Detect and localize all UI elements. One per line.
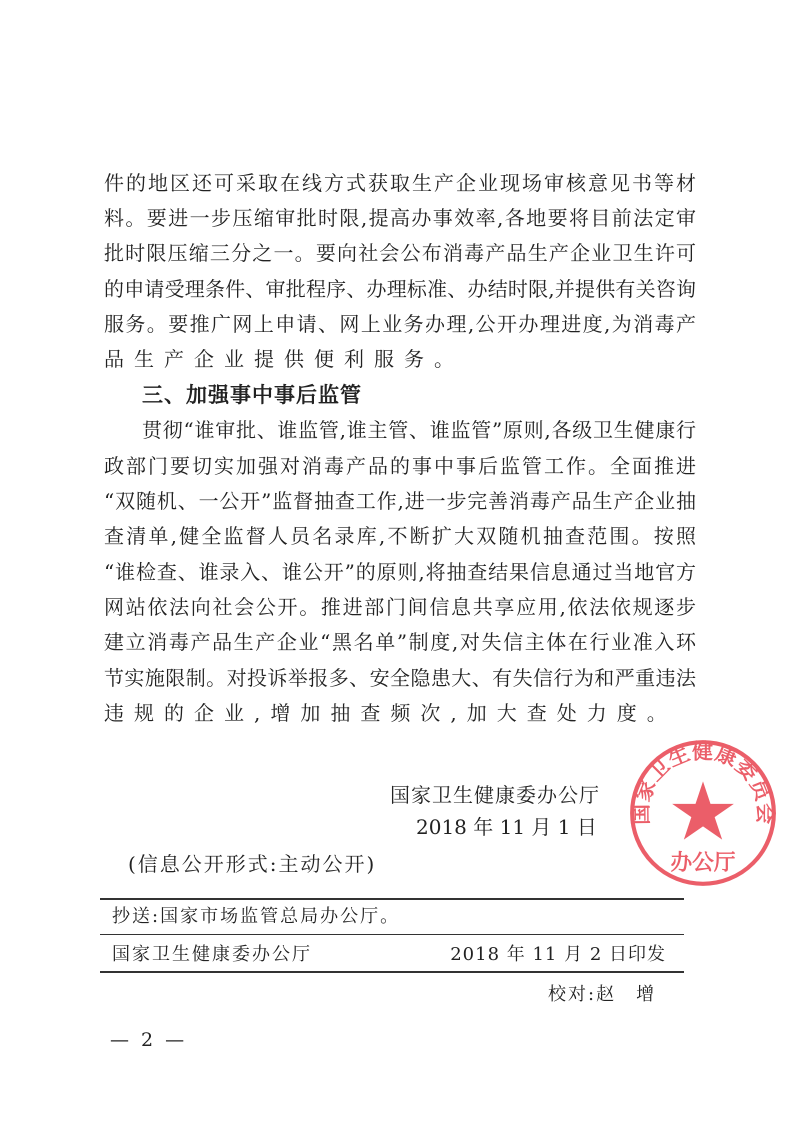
text-line: 查清单,健全监督人员名录库,不断扩大双随机抽查范围。按照: [104, 524, 696, 548]
cc-line: 抄送:国家市场监管总局办公厅。: [112, 906, 401, 927]
text-line: 品生产企业提供便利服务。: [104, 347, 464, 371]
text-line: 批时限压缩三分之一。要向社会公布消毒产品生产企业卫生许可: [104, 241, 696, 265]
text-line: 违规的企业,增加抽查频次,加大查处力度。: [104, 701, 677, 725]
text-line: 贯彻“谁审批、谁监管,谁主管、谁监管”原则,各级卫生健康行: [142, 418, 696, 442]
seal-outer-text: 国家卫生健康委员会: [628, 739, 778, 825]
text-line: 建立消毒产品生产企业“黑名单”制度,对失信主体在行业准入环: [104, 630, 696, 654]
text-line: 的申请受理条件、审批程序、办理标准、办结时限,并提供有关咨询: [104, 277, 696, 301]
proofreader: 校对:赵 增: [548, 984, 657, 1005]
text-line: 件的地区还可采取在线方式获取生产企业现场审核意见书等材: [104, 171, 696, 195]
print-date: 2018 年 11 月 2 日印发: [450, 944, 666, 965]
text-line: “谁检查、谁录入、谁公开”的原则,将抽查结果信息通过当地官方: [104, 560, 696, 584]
star-icon: [672, 781, 734, 839]
text-line: 政部门要切实加强对消毒产品的事中事后监管工作。全面推进: [104, 454, 696, 478]
official-seal: [628, 738, 778, 888]
seal-inner-text: 办公厅: [670, 850, 736, 876]
text-line: 料。要进一步压缩审批时限,提高办事效率,各地要将目前法定审: [104, 206, 696, 230]
divider: [100, 934, 684, 935]
divider: [100, 898, 684, 900]
text-line: 网站依法向社会公开。推进部门间信息共享应用,依法依规逐步: [104, 595, 696, 619]
issuing-office: 国家卫生健康委办公厅: [112, 944, 312, 965]
divider: [100, 971, 684, 973]
signature-date: 2018 年 11 月 1 日: [416, 815, 597, 839]
page-number: — 2 —: [110, 1029, 188, 1051]
disclosure-note: (信息公开形式:主动公开): [128, 852, 377, 876]
signature-issuer: 国家卫生健康委办公厅: [390, 783, 600, 807]
text-line: 服务。要推广网上申请、网上业务办理,公开办理进度,为消毒产: [104, 312, 696, 336]
section-heading: 三、加强事中事后监管: [142, 383, 362, 407]
text-line: 节实施限制。对投诉举报多、安全隐患大、有失信行为和严重违法: [104, 666, 696, 690]
text-line: “双随机、一公开”监督抽查工作,进一步完善消毒产品生产企业抽: [104, 489, 696, 513]
